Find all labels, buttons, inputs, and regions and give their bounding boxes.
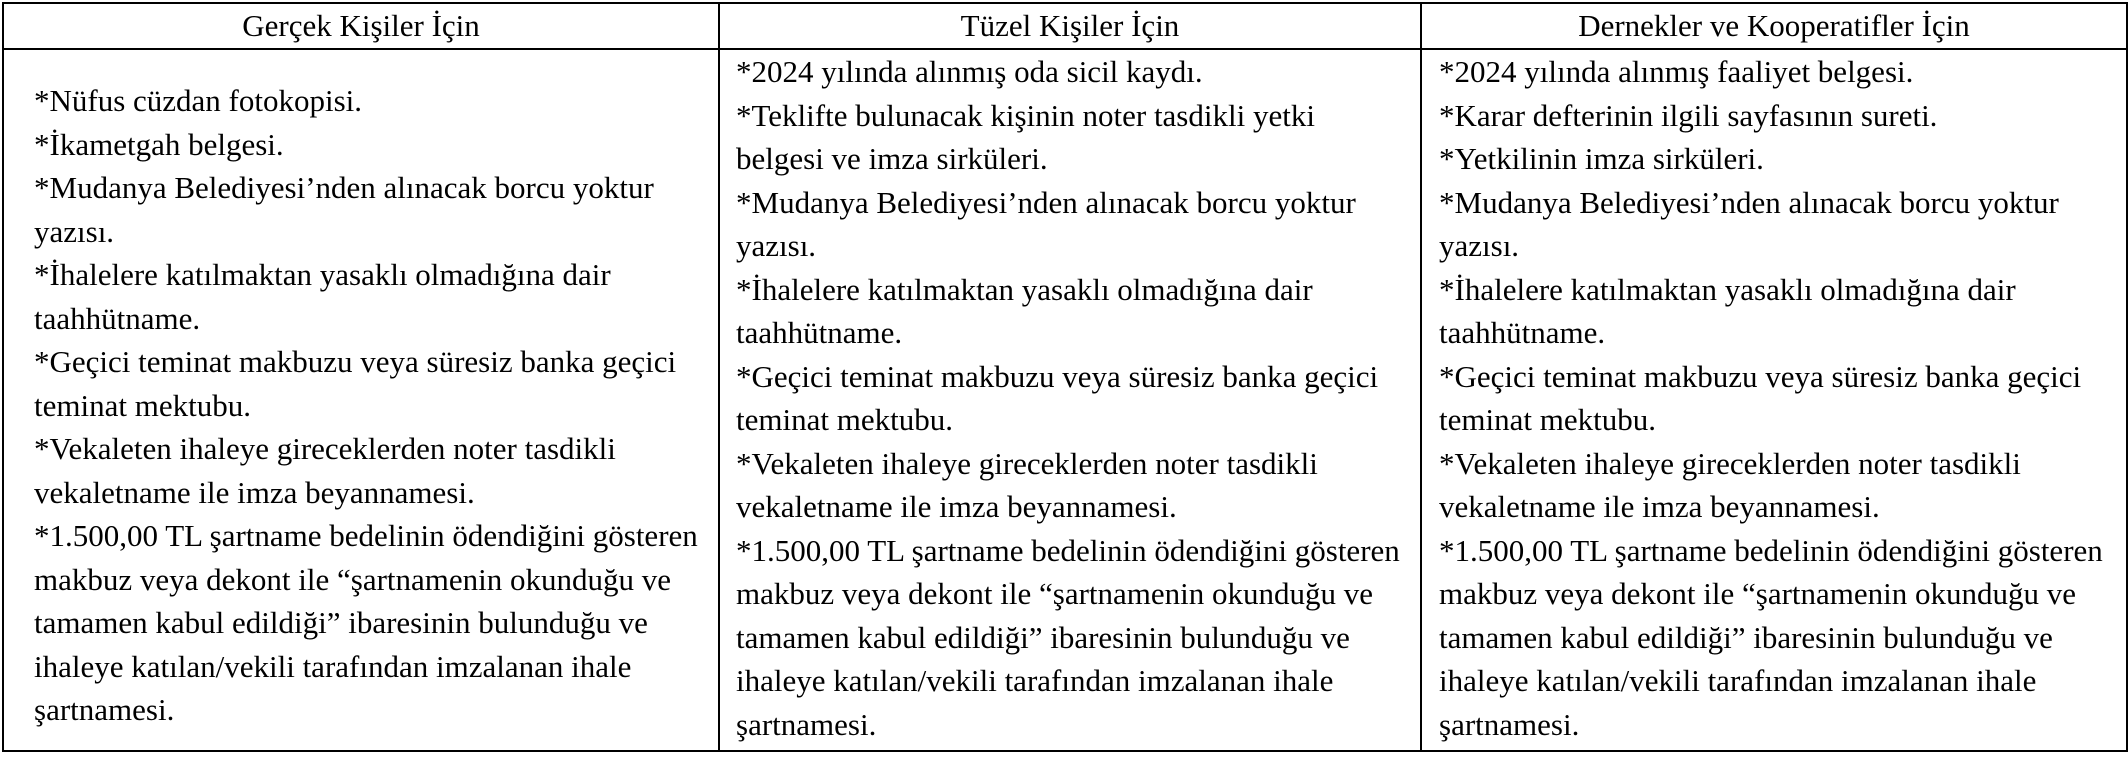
- list-item: *İhalelere katılmaktan yasaklı olmadığına dair taahhütname.: [34, 257, 611, 336]
- list-item: *Geçici teminat makbuzu veya süresiz banka geçici teminat mektubu.: [34, 344, 677, 423]
- list-item: *1.500,00 TL şartname bedelinin ödendiğini gösteren makbuz veya dekont ile “şartnamenin okunduğu ve tamamen kabul edildiği” ibaresinin bulunduğu ve ihaleye katılan/vekili tarafından imzalanan ihale şartnamesi.: [1439, 532, 2103, 742]
- list-item: *Vekaleten ihaleye gireceklerden noter tasdikli vekaletname ile imza beyannamesi.: [1439, 445, 2021, 524]
- table-row: [3, 49, 2127, 751]
- list-item: *İhalelere katılmaktan yasaklı olmadığına dair taahhütname.: [1439, 271, 2016, 350]
- list-item: *2024 yılında alınmış oda sicil kaydı.: [736, 54, 1203, 89]
- requirements-list-associations: [1422, 50, 2126, 746]
- list-item: *1.500,00 TL şartname bedelinin ödendiğini gösteren makbuz veya dekont ile “şartnamenin okunduğu ve tamamen kabul edildiği” ibaresinin bulunduğu ve ihaleye katılan/vekili tarafından imzalanan ihale şartnamesi.: [736, 532, 1400, 742]
- table-header: [3, 3, 2127, 49]
- list-item: *Geçici teminat makbuzu veya süresiz banka geçici teminat mektubu.: [1439, 358, 2082, 437]
- list-item: *1.500,00 TL şartname bedelinin ödendiğini gösteren makbuz veya dekont ile “şartnamenin okunduğu ve tamamen kabul edildiği” ibaresinin bulunduğu ve ihaleye katılan/vekili tarafından imzalanan ihale şartnamesi.: [34, 518, 698, 727]
- list-item: *Vekaleten ihaleye gireceklerden noter tasdikli vekaletname ile imza beyannamesi.: [736, 445, 1318, 524]
- list-item: *Yetkilinin imza sirküleri.: [1439, 141, 1764, 176]
- header-row: [3, 3, 2127, 49]
- header-associations-cooperatives: Dernekler ve Kooperatifler İçin: [1421, 3, 2127, 49]
- list-item: *İhalelere katılmaktan yasaklı olmadığına dair taahhütname.: [736, 271, 1313, 350]
- requirements-associations-cell: [1421, 49, 2127, 751]
- list-item: *Nüfus cüzdan fotokopisi.: [34, 83, 363, 118]
- requirements-legal-entities-cell: [719, 49, 1421, 751]
- list-item: *Karar defterinin ilgili sayfasının sureti.: [1439, 97, 1938, 133]
- list-item: *Mudanya Belediyesi’nden alınacak borcu yoktur yazısı.: [736, 184, 1356, 263]
- requirements-individuals-cell: [3, 49, 719, 751]
- list-item: *İkametgah belgesi.: [34, 126, 284, 162]
- list-item: *Vekaleten ihaleye gireceklerden noter tasdikli vekaletname ile imza beyannamesi.: [34, 431, 616, 510]
- header-individuals: Gerçek Kişiler İçin: [3, 3, 719, 49]
- table-body: [3, 49, 2127, 751]
- requirements-list-individuals: [4, 50, 718, 732]
- requirements-list-legal-entities: [720, 50, 1420, 746]
- list-item: *Mudanya Belediyesi’nden alınacak borcu yoktur yazısı.: [1439, 184, 2059, 263]
- list-item: *Teklifte bulunacak kişinin noter tasdikli yetki belgesi ve imza sirküleri.: [736, 97, 1315, 176]
- requirements-table: [2, 2, 2128, 752]
- list-item: *2024 yılında alınmış faaliyet belgesi.: [1439, 54, 1914, 89]
- header-legal-entities: Tüzel Kişiler İçin: [719, 3, 1421, 49]
- list-item: *Mudanya Belediyesi’nden alınacak borcu yoktur yazısı.: [34, 170, 654, 249]
- list-item: *Geçici teminat makbuzu veya süresiz banka geçici teminat mektubu.: [736, 358, 1379, 437]
